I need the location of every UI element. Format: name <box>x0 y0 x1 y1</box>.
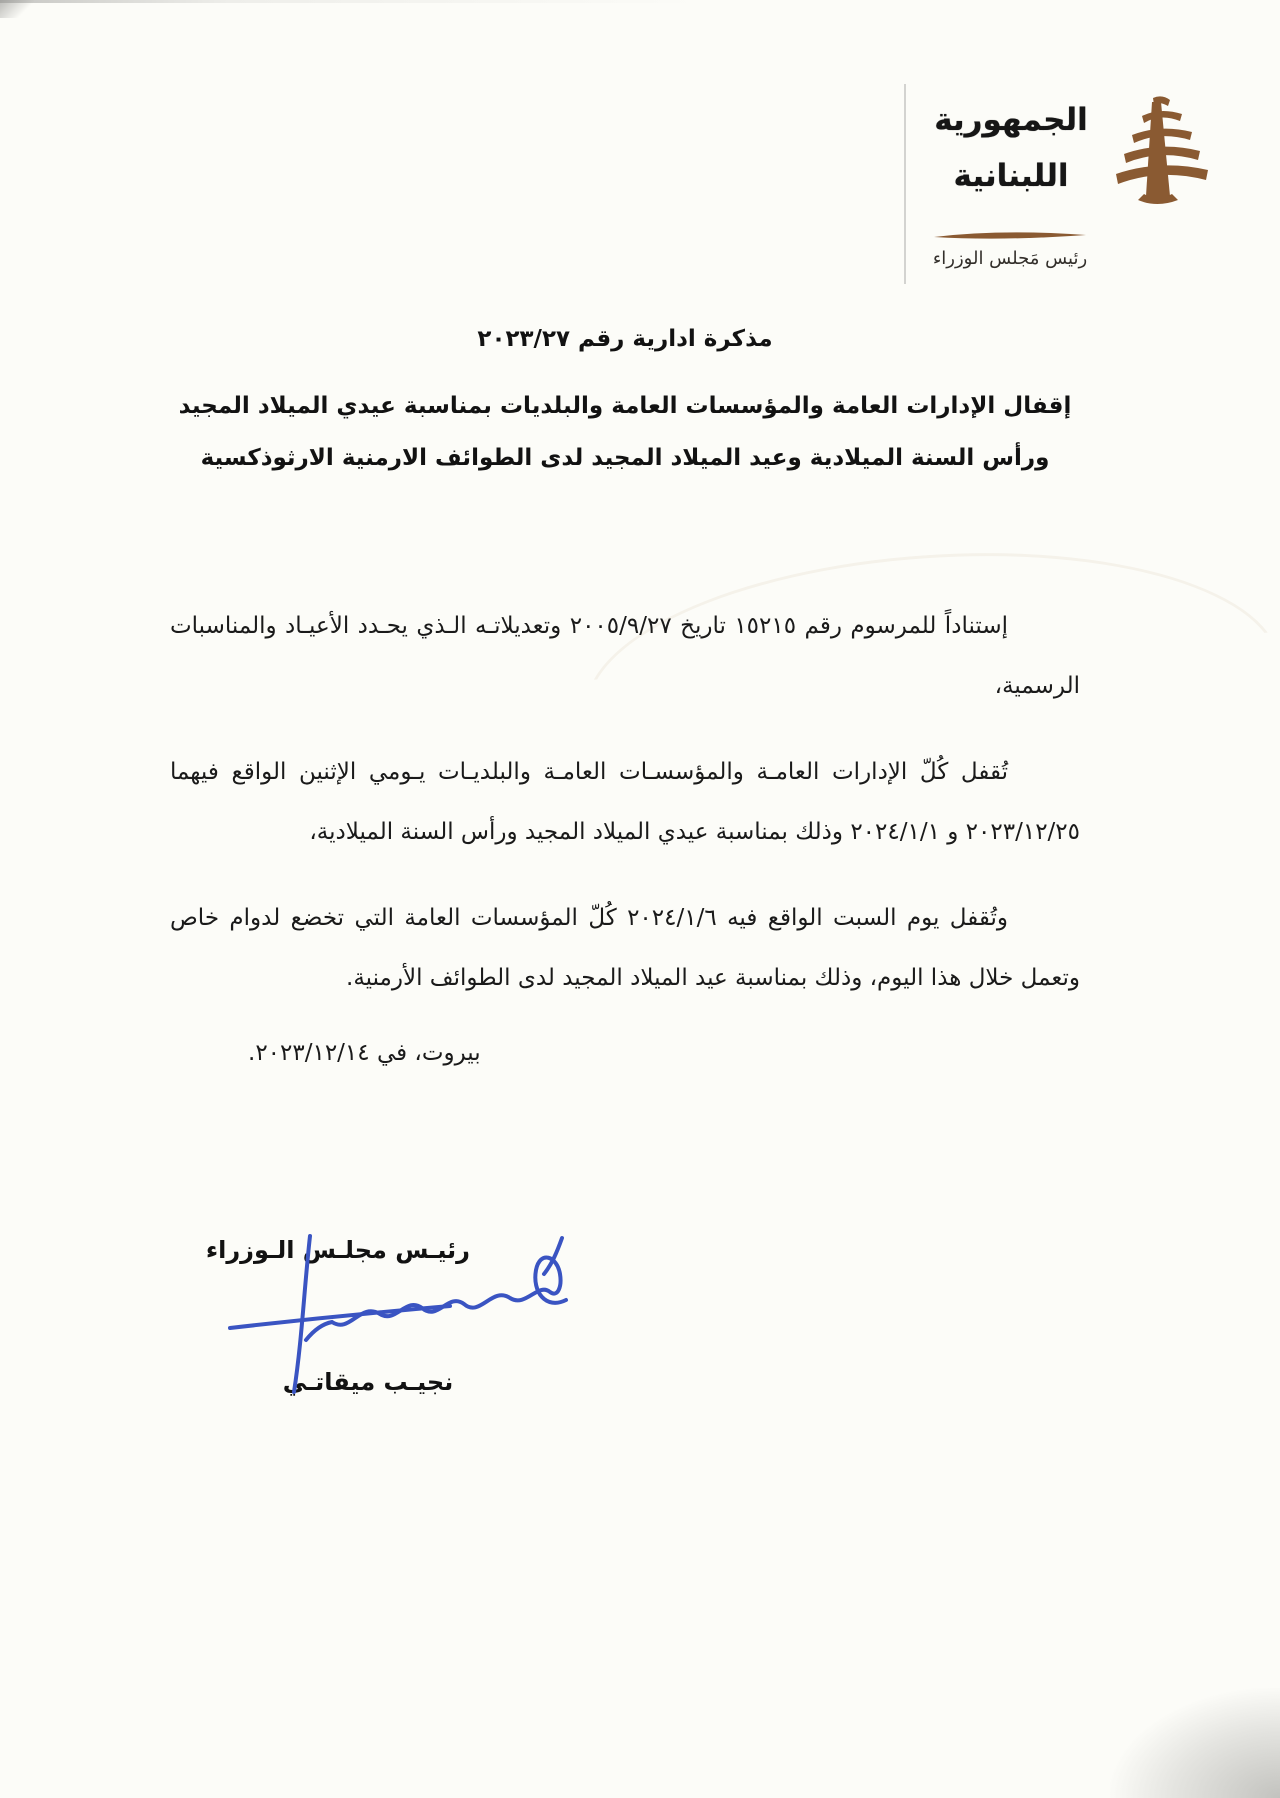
memo-body <box>170 326 1080 1066</box>
scan-artifact-top-edge <box>0 0 1280 3</box>
letterhead-divider <box>932 230 1088 242</box>
scan-artifact-corner <box>0 0 34 18</box>
signature-office-title: رئيـس مجلـس الـوزراء <box>205 1236 470 1264</box>
republic-calligraphy <box>930 92 1092 204</box>
republic-line2: اللبنانية <box>953 158 1069 194</box>
office-title: رئيس مَجلس الوزراء <box>932 248 1088 269</box>
paragraph-closure-days: تُقفل كُلّ الإدارات العامـة والمؤسسـات العامـة والبلديـات يـومي الإثنين الواقع فيهما ٢٠٢٣/١٢/٢٥ و ٢٠٢٤/١/١ وذلك بمناسبة عيدي الميلاد المجيد ورأس السنة الميلادية، <box>170 759 1080 845</box>
scan-artifact-page-curl <box>1110 1688 1280 1798</box>
signature-block <box>170 1236 640 1436</box>
republic-line1: الجمهورية <box>934 102 1088 138</box>
memo-subject <box>170 380 1080 484</box>
cedar-tree-icon <box>1098 94 1216 206</box>
paragraph-legal-basis: إستناداً للمرسوم رقم ١٥٢١٥ تاريخ ٢٠٠٥/٩/٢٧ وتعديلاتـه الـذي يحـدد الأعيـاد والمناسبات الرسمية، <box>170 613 1080 699</box>
subject-line1: إقفال الإدارات العامة والمؤسسات العامة والبلديات بمناسبة عيدي الميلاد المجيد <box>178 393 1072 419</box>
date-line: بيروت، في ٢٠٢٣/١٢/١٤. <box>248 1040 481 1066</box>
paragraph-armenian-christmas: وتُقفل يوم السبت الواقع فيه ٢٠٢٤/١/٦ كُلّ المؤسسات العامة التي تخضع لدوام خاص وتعمل خلال هذا اليوم، وذلك بمناسبة عيد الميلاد المجيد لدى الطوائف الأرمنية. <box>170 905 1080 991</box>
memo-title: مذكرة ادارية رقم ٢٠٢٣/٢٧ <box>477 326 773 352</box>
signer-name: نجيـب ميقاتـي <box>282 1368 454 1396</box>
memo-paragraphs <box>170 596 1080 1008</box>
subject-line2: ورأس السنة الميلادية وعيد الميلاد المجيد لدى الطوائف الارمنية الارثوذكسية <box>200 445 1050 471</box>
handwritten-signature <box>210 1242 580 1412</box>
